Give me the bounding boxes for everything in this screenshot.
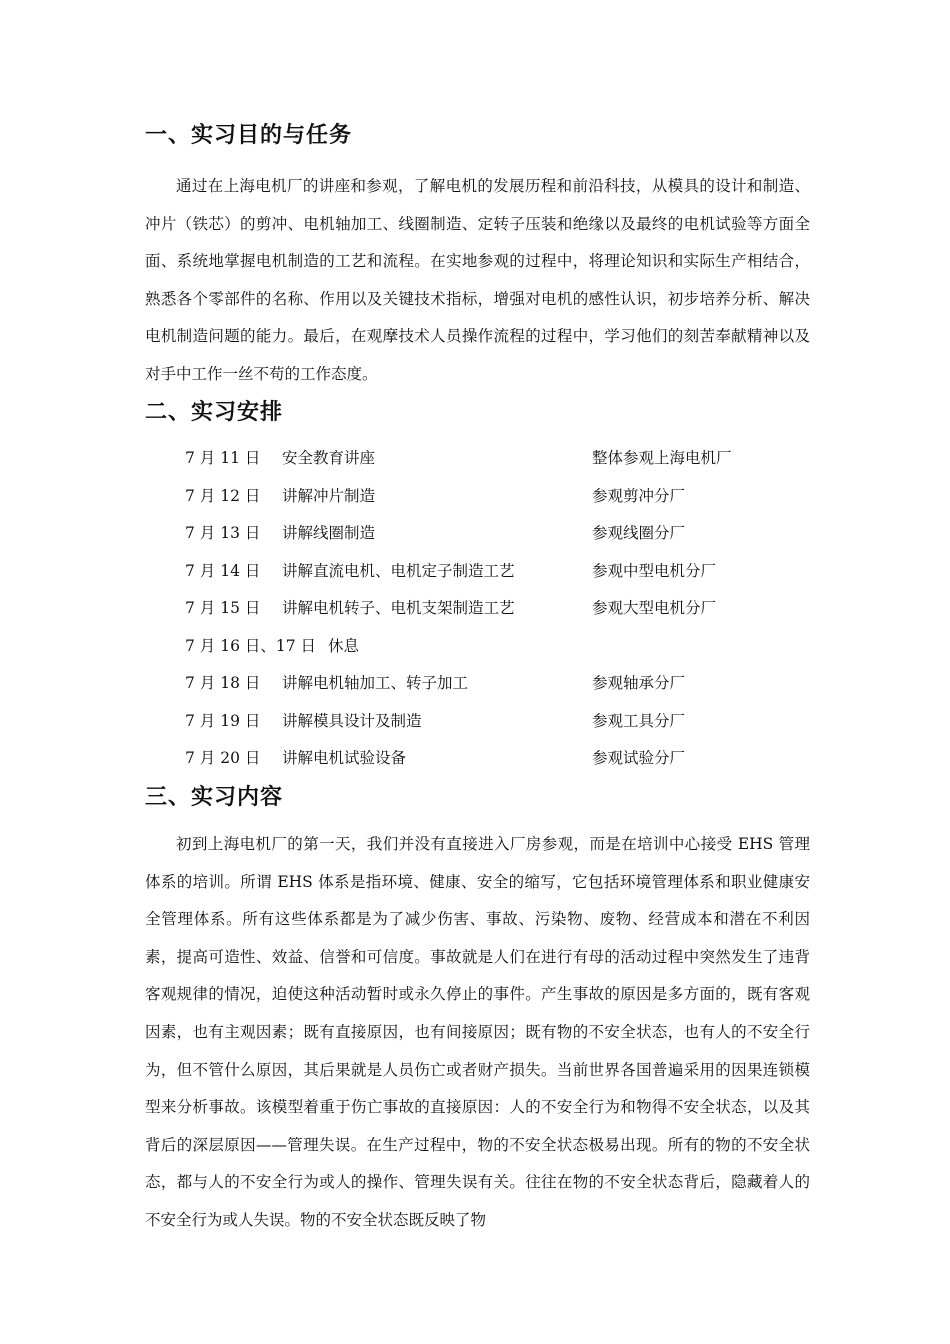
- schedule-date: 7 月 12 日: [185, 486, 261, 505]
- section-heading-schedule: 二、实习安排: [145, 400, 284, 425]
- schedule-row: [185, 703, 825, 741]
- schedule-visit: 参观大型电机分厂: [592, 599, 717, 617]
- section-heading-objectives: 一、实习目的与任务: [145, 123, 353, 148]
- schedule-lecture: 讲解线圈制造: [282, 524, 376, 542]
- schedule-row: [185, 440, 825, 478]
- schedule-lecture: 休息: [328, 636, 360, 655]
- schedule-row: [185, 740, 825, 778]
- schedule-date: 7 月 14 日: [185, 561, 261, 580]
- schedule-row: [185, 553, 825, 591]
- schedule-lecture: 讲解电机轴加工、转子加工: [282, 674, 469, 692]
- section-heading-content: 三、实习内容: [145, 785, 284, 810]
- content-paragraph: 初到上海电机厂的第一天，我们并没有直接进入厂房参观，而是在培训中心接受 EHS 管理体系的培训。所谓 EHS 体系是指环境、健康、安全的缩写，它包括环境管理体系和职业健康安全管理体系。所有这些体系都是为了减少伤害、事故、污染物、废物、经营成本和潜在不利因素，提高可造性、效益、信誉和可信度。事故就是人们在进行有母的活动过程中突然发生了违背客观规律的情况，迫使这种活动暂时或永久停止的事件。产生事故的原因是多方面的，既有客观因素，也有主观因素；既有直接原因，也有间接原因；既有物的不安全状态，也有人的不安全行为，但不管什么原因，其后果就是人员伤亡或者财产损失。当前世界各国普遍采用的因果连锁模型来分析事故。该模型着重于伤亡事故的直接原因：人的不安全行为和物得不安全状态，以及其背后的深层原因——管理失误。在生产过程中，物的不安全状态极易出现。所有的物的不安全状态，都与人的不安全行为或人的操作、管理失误有关。往往在物的不安全状态背后，隐藏着人的不安全行为或人失误。物的不安全状态既反映了物: [145, 835, 810, 1229]
- schedule-lecture: 讲解电机试验设备: [282, 749, 407, 767]
- schedule-lecture: 讲解直流电机、电机定子制造工艺: [282, 561, 515, 580]
- schedule-visit: 参观线圈分厂: [592, 524, 686, 542]
- schedule-date: 7 月 18 日: [185, 674, 261, 692]
- schedule-row: [185, 590, 825, 628]
- schedule-date: 7 月 20 日: [185, 749, 261, 767]
- schedule-visit: 整体参观上海电机厂: [592, 449, 732, 467]
- schedule-lecture: 讲解冲片制造: [282, 486, 376, 505]
- schedule-visit: 参观试验分厂: [592, 749, 686, 767]
- schedule-date: 7 月 19 日: [185, 711, 261, 730]
- schedule-date: 7 月 11 日: [185, 449, 261, 467]
- schedule-lecture: 讲解模具设计及制造: [282, 711, 422, 730]
- schedule-visit: 参观剪冲分厂: [592, 486, 686, 505]
- schedule-lecture: 讲解电机转子、电机支架制造工艺: [282, 599, 515, 617]
- schedule-row: [185, 665, 825, 703]
- schedule-row: [185, 628, 825, 666]
- schedule-visit: 参观中型电机分厂: [592, 561, 717, 580]
- schedule-lecture: 安全教育讲座: [282, 449, 376, 467]
- schedule-visit: 参观工具分厂: [592, 711, 686, 730]
- schedule-date: 7 月 13 日: [185, 524, 261, 542]
- schedule-visit: 参观轴承分厂: [592, 674, 686, 692]
- schedule-list: [185, 440, 825, 778]
- schedule-date: 7 月 16 日、17 日: [185, 636, 317, 655]
- schedule-row: [185, 515, 825, 553]
- schedule-row: [185, 478, 825, 516]
- schedule-date: 7 月 15 日: [185, 599, 261, 617]
- objectives-paragraph: 通过在上海电机厂的讲座和参观，了解电机的发展历程和前沿科技，从模具的设计和制造、冲片（铁芯）的剪冲、电机轴加工、线圈制造、定转子压装和绝缘以及最终的电机试验等方面全面、系统地掌握电机制造的工艺和流程。在实地参观的过程中，将理论知识和实际生产相结合，熟悉各个零部件的名称、作用以及关键技术指标，增强对电机的感性认识，初步培养分析、解决电机制造问题的能力。最后，在观摩技术人员操作流程的过程中，学习他们的刻苦奉献精神以及对手中工作一丝不苟的工作态度。: [145, 177, 810, 383]
